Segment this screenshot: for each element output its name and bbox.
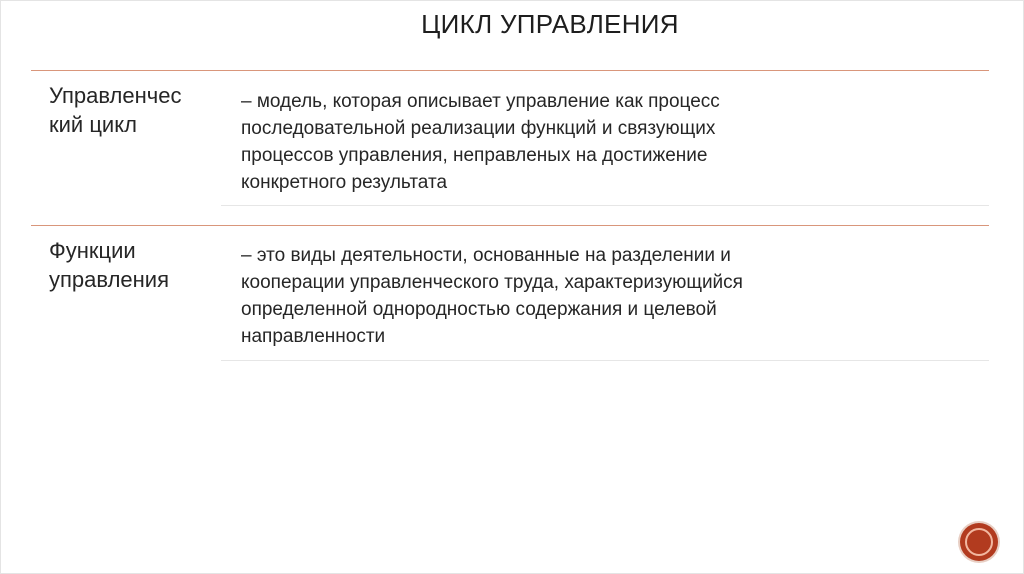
term-line: Функции [49,238,136,263]
definition-management-cycle [241,88,981,196]
slide-title: ЦИКЛ УПРАВЛЕНИЯ [421,9,679,39]
slide-badge-icon [960,523,998,561]
term-management-functions [49,236,219,294]
term-line: Управленчес [49,83,182,108]
definition-line: – модель, которая описывает управление как процесс [241,91,720,112]
definition-line: – это виды деятельности, основанные на разделении и [241,245,731,266]
definition-line: направленности [241,326,386,347]
section-divider-top [31,70,989,71]
term-line: управления [49,267,169,292]
definition-line: процессов управления, неправленых на достижение [241,145,708,166]
term-management-cycle [49,81,219,139]
term-line: кий цикл [49,112,137,137]
section-divider-middle [31,225,989,226]
definition-divider [221,360,989,361]
badge-ring [965,528,993,556]
definition-line: кооперации управленческого труда, характеризующийся [241,272,743,293]
definition-line: последовательной реализации функций и связующих [241,118,716,139]
definition-management-functions [241,242,981,350]
definition-divider [221,205,989,206]
definition-line: конкретного результата [241,172,448,193]
definition-line: определенной однородностью содержания и целевой [241,299,717,320]
